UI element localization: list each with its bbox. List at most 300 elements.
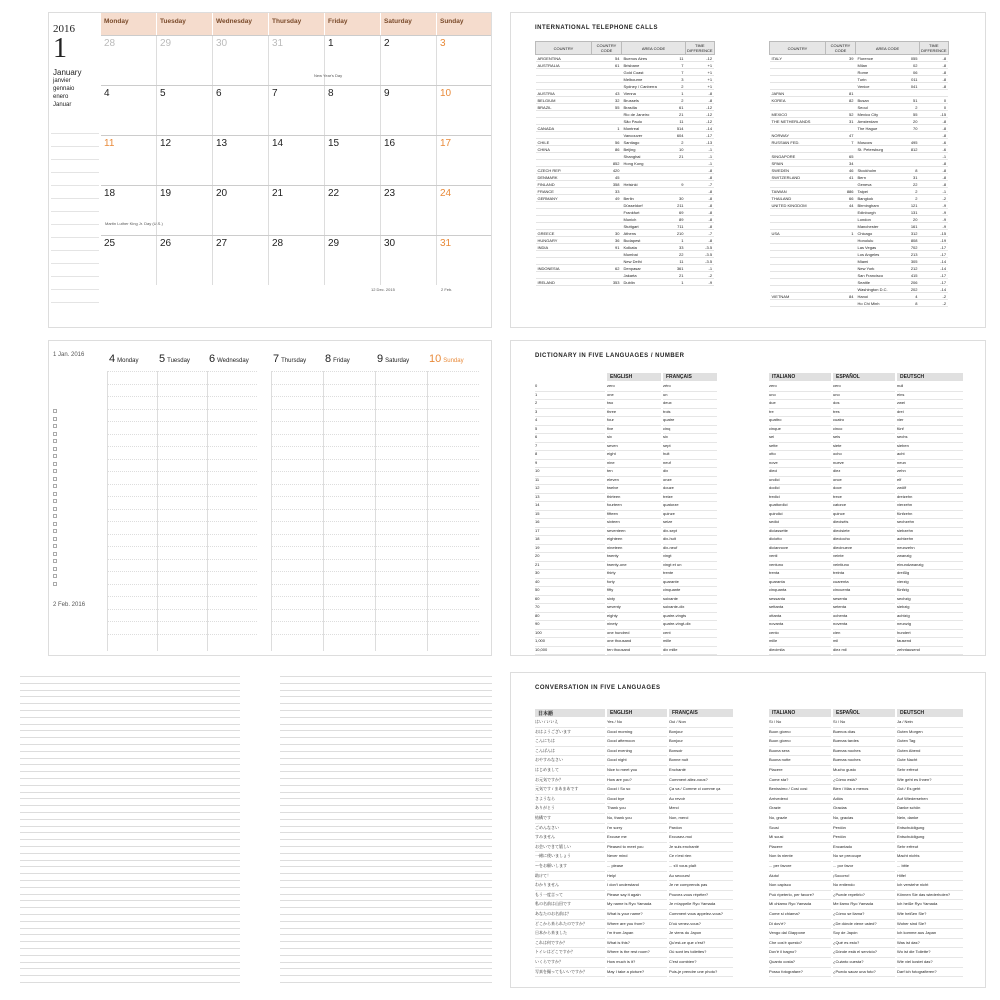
- note-line: [20, 839, 240, 840]
- table-cell: 56: [592, 139, 622, 146]
- table-cell: 86: [592, 146, 622, 153]
- dictionary-cell: one hundred: [607, 630, 661, 639]
- time-line: [208, 384, 257, 385]
- dictionary-cell: quatre: [663, 417, 717, 426]
- time-line: [208, 421, 257, 422]
- time-line: [272, 409, 323, 410]
- table-cell: -8: [920, 160, 949, 167]
- column-header: COUNTRY CODE: [592, 42, 622, 55]
- day-number: 11: [104, 138, 115, 149]
- checkbox: [53, 439, 57, 443]
- dictionary-cell: trece: [833, 494, 895, 503]
- table-row: [536, 146, 715, 153]
- month-grid: [101, 13, 492, 283]
- table-cell: -8: [920, 125, 949, 132]
- table-cell: [536, 118, 592, 125]
- dictionary-cell: eighty: [607, 613, 661, 622]
- table-cell: 852: [592, 160, 622, 167]
- table-cell: THAILAND: [770, 195, 826, 202]
- dictionary-cell: quatre-vingts: [663, 613, 717, 622]
- table-cell: Brisbane: [622, 62, 672, 69]
- table-row: [536, 104, 715, 111]
- table-row: [770, 209, 949, 216]
- note-line: [280, 696, 492, 697]
- time-line: [376, 446, 427, 447]
- table-cell: [770, 300, 826, 307]
- time-line: [108, 371, 157, 372]
- time-line: [428, 621, 479, 622]
- day-number: 9: [377, 353, 384, 365]
- dictionary-cell: sessanta: [769, 596, 831, 605]
- dictionary-cell: dieciocho: [833, 536, 895, 545]
- note-line: [280, 792, 492, 793]
- table-cell: 11: [672, 258, 686, 265]
- conversation-cell: Grazie: [769, 805, 831, 814]
- table-cell: -8: [686, 167, 715, 174]
- dictionary-cell: 50: [535, 587, 605, 596]
- checkbox: [53, 574, 57, 578]
- table-cell: [592, 272, 622, 279]
- table-cell: Las Vegas: [856, 244, 906, 251]
- table-cell: Los Angeles: [856, 251, 906, 258]
- time-line: [158, 446, 207, 447]
- dictionary-cell: deux: [663, 400, 717, 409]
- dictionary-cell: 1,000: [535, 638, 605, 647]
- dictionary-cell: 14: [535, 502, 605, 511]
- table-cell: JAPAN: [770, 90, 826, 97]
- table-cell: [536, 160, 592, 167]
- day-number: 4: [109, 353, 116, 365]
- table-cell: [592, 258, 622, 265]
- dictionary-cell: 4: [535, 417, 605, 426]
- dictionary-cell: 11: [535, 477, 605, 486]
- conversation-cell: May I take a picture?: [607, 969, 667, 978]
- day-number: 24: [440, 188, 452, 199]
- table-cell: 1: [672, 237, 686, 244]
- conversation-cell: ... please: [607, 863, 667, 872]
- conversation-cell: Nice to meet you: [607, 767, 667, 776]
- table-cell: 121: [906, 202, 920, 209]
- dictionary-cell: achtzig: [897, 613, 963, 622]
- note-line: [20, 832, 240, 833]
- table-cell: [770, 237, 826, 244]
- conversation-cell: Au revoir: [669, 796, 733, 805]
- table-cell: -8: [920, 55, 949, 62]
- column-header: ESPAÑOL: [833, 373, 895, 381]
- table-cell: -12: [686, 111, 715, 118]
- conversation-cell: No entiendo: [833, 882, 895, 891]
- conversation-cell: Soy de Japón: [833, 930, 895, 939]
- conversation-cell: Wo ist die Toilette?: [897, 949, 963, 958]
- day-number: 12: [160, 138, 172, 149]
- time-line: [108, 409, 157, 410]
- conversation-cell: Woher sind Sie?: [897, 921, 963, 930]
- checkbox: [53, 529, 57, 533]
- week-row: [101, 235, 492, 285]
- table-cell: -9: [920, 209, 949, 216]
- week-row: [101, 35, 492, 85]
- page-title: INTERNATIONAL TELEPHONE CALLS: [535, 25, 658, 31]
- time-line: [376, 571, 427, 572]
- day-cell: [213, 186, 269, 235]
- table-cell: 31: [906, 174, 920, 181]
- time-line: [108, 584, 157, 585]
- table-cell: +1: [686, 83, 715, 90]
- dictionary-cell: tredici: [769, 494, 831, 503]
- time-line: [324, 609, 375, 610]
- dictionary-cell: sechzehn: [897, 519, 963, 528]
- table-cell: [622, 167, 672, 174]
- dictionary-cell: quindici: [769, 511, 831, 520]
- table-cell: -8: [920, 181, 949, 188]
- table-cell: [770, 279, 826, 286]
- weekday-label: Sunday: [437, 13, 492, 35]
- day-number: 10: [440, 88, 452, 99]
- table-row: [536, 111, 715, 118]
- conversation-cell: Nein, danke: [897, 815, 963, 824]
- conversation-cell: あなたのお名前は？: [535, 911, 605, 920]
- table-cell: [826, 251, 856, 258]
- table-cell: CANADA: [536, 125, 592, 132]
- conversation-cell: Non fa niente: [769, 853, 831, 862]
- checkbox: [53, 477, 57, 481]
- time-line: [324, 371, 375, 372]
- conversation-cell: こんにちは: [535, 738, 605, 747]
- checkbox: [53, 537, 57, 541]
- time-line: [324, 546, 375, 547]
- conversation-cell: No, gracias: [833, 815, 895, 824]
- day-number: 30: [216, 38, 228, 49]
- holiday-note: New Year's Day: [314, 73, 343, 78]
- dictionary-cell: drei: [897, 409, 963, 418]
- table-cell: 51: [906, 97, 920, 104]
- time-line: [428, 484, 479, 485]
- time-line: [108, 521, 157, 522]
- time-line: [324, 409, 375, 410]
- table-row: [536, 237, 715, 244]
- day-cell: [269, 186, 325, 235]
- telephone-table: [769, 41, 949, 307]
- note-line: [20, 921, 240, 922]
- time-line: [324, 509, 375, 510]
- dictionary-cell: two: [607, 400, 661, 409]
- dictionary-cell: douze: [663, 485, 717, 494]
- table-cell: Buenos Aires: [622, 55, 672, 62]
- dictionary-cell: nove: [769, 460, 831, 469]
- dictionary-page: [510, 340, 986, 656]
- dictionary-cell: tre: [769, 409, 831, 418]
- column-header: DEUTSCH: [897, 373, 963, 381]
- note-line: [280, 839, 492, 840]
- table-cell: Seoul: [856, 104, 906, 111]
- conversation-cell: 一緒に使いましょう: [535, 853, 605, 862]
- dictionary-cell: twenty-one: [607, 562, 661, 571]
- time-line: [158, 396, 207, 397]
- table-cell: Honolulu: [856, 237, 906, 244]
- table-cell: 2: [672, 83, 686, 90]
- day-number: 22: [328, 188, 340, 199]
- time-line: [158, 484, 207, 485]
- day-number: 31: [440, 238, 452, 249]
- table-cell: -13: [686, 139, 715, 146]
- conversation-cell: おはようございます: [535, 729, 605, 738]
- table-cell: [826, 237, 856, 244]
- table-cell: [592, 118, 622, 125]
- dictionary-cell: eins: [897, 392, 963, 401]
- time-line: [108, 621, 157, 622]
- dictionary-cell: noventa: [833, 621, 895, 630]
- note-line: [280, 826, 492, 827]
- table-cell: -8: [686, 209, 715, 216]
- table-cell: New York: [856, 265, 906, 272]
- table-cell: 2: [906, 188, 920, 195]
- table-row: [770, 251, 949, 258]
- dictionary-cell: diez: [833, 468, 895, 477]
- table-row: [536, 181, 715, 188]
- table-cell: [536, 153, 592, 160]
- table-cell: [622, 188, 672, 195]
- table-cell: Berlin: [622, 195, 672, 202]
- conversation-cell: Help!: [607, 873, 667, 882]
- dictionary-cell: dodici: [769, 485, 831, 494]
- table-cell: Mexico City: [856, 111, 906, 118]
- dictionary-cell: acht: [897, 451, 963, 460]
- conversation-cell: ... s'il vous plaît: [669, 863, 733, 872]
- table-row: [536, 174, 715, 181]
- time-line: [108, 509, 157, 510]
- table-cell: [906, 153, 920, 160]
- time-line: [158, 546, 207, 547]
- table-cell: 21: [672, 153, 686, 160]
- conversation-cell: Benissimo / Così così: [769, 786, 831, 795]
- time-line: [272, 496, 323, 497]
- table-cell: [826, 146, 856, 153]
- table-cell: Amsterdam: [856, 118, 906, 125]
- table-row: [770, 97, 949, 104]
- dictionary-cell: vingt: [663, 553, 717, 562]
- day-cell: [437, 86, 492, 135]
- dictionary-cell: 15: [535, 511, 605, 520]
- dictionary-cell: 2: [535, 400, 605, 409]
- dictionary-cell: fünfzehn: [897, 511, 963, 520]
- table-cell: SWEDEN: [770, 167, 826, 174]
- note-line: [280, 928, 492, 929]
- dictionary-cell: zero: [607, 383, 661, 392]
- dictionary-cell: five: [607, 426, 661, 435]
- day-cell: [101, 86, 157, 135]
- checkbox: [53, 522, 57, 526]
- table-cell: [826, 181, 856, 188]
- time-line: [376, 534, 427, 535]
- table-cell: [536, 209, 592, 216]
- note-line: [51, 133, 99, 134]
- dictionary-cell: neun: [897, 460, 963, 469]
- table-cell: [826, 286, 856, 293]
- table-row: [770, 118, 949, 125]
- note-line: [280, 737, 492, 738]
- table-cell: [856, 153, 906, 160]
- table-cell: -15: [920, 230, 949, 237]
- conversation-cell: Che cos'è questo?: [769, 940, 831, 949]
- note-line: [51, 250, 99, 251]
- note-line: [20, 819, 240, 820]
- table-cell: 711: [672, 223, 686, 230]
- conversation-cell: Posso fotografare?: [769, 969, 831, 978]
- table-cell: THE NETHERLANDS: [770, 118, 826, 125]
- note-line: [51, 198, 99, 199]
- conversation-cell: Quanto costa?: [769, 959, 831, 968]
- note-line: [280, 717, 492, 718]
- day-cell: [325, 136, 381, 185]
- day-number: 29: [160, 38, 172, 49]
- table-cell: -3.5: [686, 251, 715, 258]
- table-cell: [826, 258, 856, 265]
- note-line: [280, 873, 492, 874]
- table-cell: [770, 69, 826, 76]
- table-cell: 202: [906, 286, 920, 293]
- mini-calendar-feb: 2 Feb.: [441, 287, 453, 292]
- note-line: [280, 866, 492, 867]
- conversation-cell: Je m'appelle Ryo Yamada: [669, 901, 733, 910]
- time-line: [324, 521, 375, 522]
- note-line: [20, 751, 240, 752]
- conversation-cell: ¿Puedo sacar una foto?: [833, 969, 895, 978]
- day-number: 10: [429, 353, 442, 365]
- weekday-label: Monday: [101, 13, 157, 35]
- table-cell: 11: [672, 55, 686, 62]
- table-cell: -12: [686, 118, 715, 125]
- table-cell: -8: [686, 223, 715, 230]
- dictionary-cell: fünfzig: [897, 587, 963, 596]
- table-cell: GREECE: [536, 230, 592, 237]
- table-cell: [536, 272, 592, 279]
- conversation-cell: ¿Cómo se llama?: [833, 911, 895, 920]
- table-cell: [592, 83, 622, 90]
- conversation-cell: Pardon: [669, 825, 733, 834]
- table-cell: +1: [686, 69, 715, 76]
- table-cell: 361: [672, 265, 686, 272]
- dictionary-cell: cento: [769, 630, 831, 639]
- table-row: [770, 202, 949, 209]
- dictionary-cell: dos: [833, 400, 895, 409]
- conversation-cell: Bien / Más o menos: [833, 786, 895, 795]
- conversation-cell: Buona sera: [769, 748, 831, 757]
- day-name: Friday: [333, 358, 350, 364]
- day-number: 21: [272, 188, 284, 199]
- conversation-cell: Adiós: [833, 796, 895, 805]
- table-cell: [536, 251, 592, 258]
- dictionary-cell: sieben: [897, 443, 963, 452]
- table-cell: Jakarta: [622, 272, 672, 279]
- conversation-cell: お元気ですか？: [535, 777, 605, 786]
- checkbox: [53, 417, 57, 421]
- conversation-cell: How much is it?: [607, 959, 667, 968]
- day-cell: [381, 86, 437, 135]
- day-column: [323, 371, 375, 651]
- table-cell: [906, 132, 920, 139]
- note-line: [51, 185, 99, 186]
- monthly-calendar-page: [48, 12, 492, 328]
- table-cell: [672, 160, 686, 167]
- table-row: [536, 202, 715, 209]
- table-row: [770, 223, 949, 230]
- table-cell: Helsinki: [622, 181, 672, 188]
- table-row: [536, 209, 715, 216]
- table-cell: +1: [686, 62, 715, 69]
- note-line: [51, 146, 99, 147]
- table-cell: [592, 76, 622, 83]
- table-cell: Rio de Janeiro: [622, 111, 672, 118]
- conversation-cell: Excusez-moi: [669, 834, 733, 843]
- table-row: [536, 167, 715, 174]
- conversation-page: [510, 672, 986, 988]
- table-cell: +1: [686, 76, 715, 83]
- dictionary-cell: vier: [897, 417, 963, 426]
- table-cell: Brussels: [622, 97, 672, 104]
- note-line: [280, 778, 492, 779]
- day-name: Wednesday: [217, 358, 249, 364]
- table-row: [770, 258, 949, 265]
- table-cell: 70: [906, 125, 920, 132]
- dictionary-cell: 30: [535, 570, 605, 579]
- day-number: 26: [160, 238, 172, 249]
- conversation-cell: どこから来られたのですか？: [535, 921, 605, 930]
- table-row: [536, 90, 715, 97]
- day-number: 8: [325, 353, 332, 365]
- table-cell: 41: [826, 174, 856, 181]
- table-cell: 808: [906, 237, 920, 244]
- conversation-cell: Vengo dal Giappone: [769, 930, 831, 939]
- dictionary-cell: hundert: [897, 630, 963, 639]
- dictionary-cell: 70: [535, 604, 605, 613]
- time-line: [428, 371, 479, 372]
- note-line: [280, 771, 492, 772]
- table-cell: 33: [672, 244, 686, 251]
- conversation-cell: Ich verstehe nicht: [897, 882, 963, 891]
- holiday-note: Martin Luther King Jr. Day (U.S.): [105, 221, 163, 226]
- table-cell: -8: [920, 118, 949, 125]
- time-line: [208, 484, 257, 485]
- table-row: [770, 188, 949, 195]
- dictionary-cell: cuarenta: [833, 579, 895, 588]
- time-line: [376, 396, 427, 397]
- table-cell: SPAIN: [770, 160, 826, 167]
- time-line: [376, 521, 427, 522]
- dictionary-cell: 80: [535, 613, 605, 622]
- table-cell: [592, 153, 622, 160]
- time-line: [428, 434, 479, 435]
- note-line: [20, 778, 240, 779]
- conversation-cell: はじめまして: [535, 767, 605, 776]
- conversation-cell: 私の名前は山田です: [535, 901, 605, 910]
- time-line: [376, 596, 427, 597]
- dictionary-cell: onze: [663, 477, 717, 486]
- weekday-label: Thursday: [269, 13, 325, 35]
- table-cell: 69: [672, 209, 686, 216]
- table-cell: 514: [672, 125, 686, 132]
- dictionary-cell: ottanta: [769, 613, 831, 622]
- note-line: [280, 710, 492, 711]
- dictionary-cell: quatorze: [663, 502, 717, 511]
- time-line: [108, 571, 157, 572]
- conversation-cell: Darf ich fotografieren?: [897, 969, 963, 978]
- checkbox: [53, 552, 57, 556]
- table-row: [770, 132, 949, 139]
- column-header: FRANÇAIS: [669, 709, 733, 717]
- conversation-cell: Können Sie das wiederholen?: [897, 892, 963, 901]
- time-line: [108, 396, 157, 397]
- table-cell: Hong Kong: [622, 160, 672, 167]
